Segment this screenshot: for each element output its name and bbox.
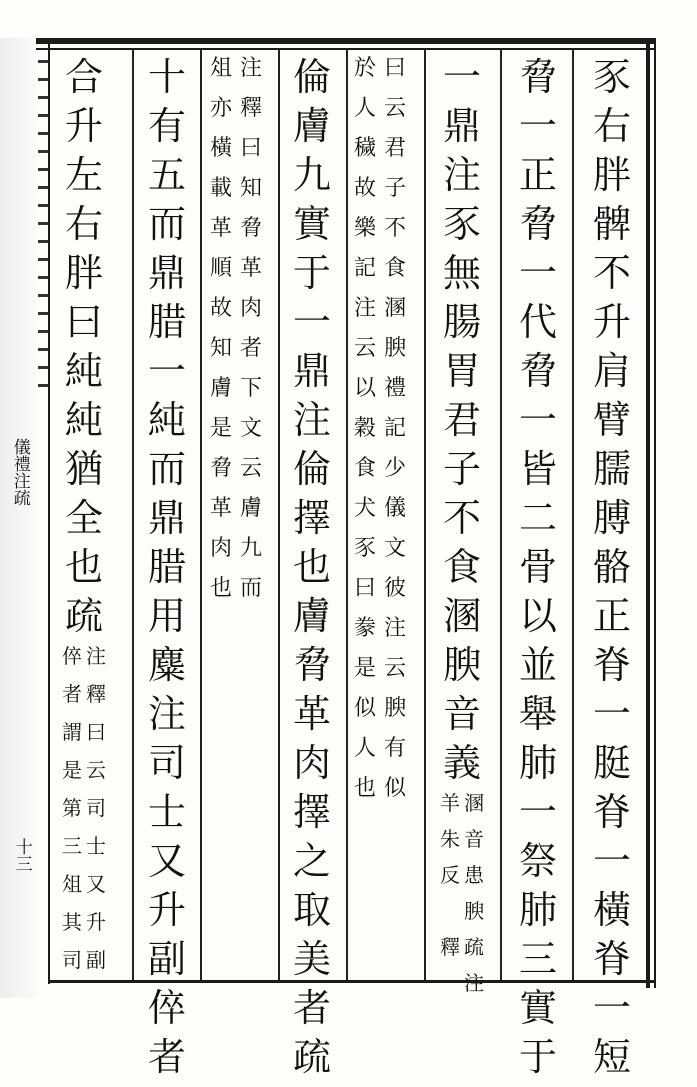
glyph: 一 [518,251,557,295]
glyph: 鼎 [147,251,186,295]
glyph: 溷 [464,791,484,815]
glyph: 九 [239,536,262,561]
glyph: 者 [62,682,82,706]
glyph: 擇 [292,496,331,540]
glyph: 者 [239,336,262,361]
glyph: 肩 [592,349,631,393]
glyph: 脅 [209,456,232,481]
glyph: 三 [62,834,82,858]
glyph: 食 [442,545,481,589]
glyph: 胖 [64,251,103,295]
glyph: 正 [592,594,631,638]
glyph: 以 [353,376,376,401]
frame-bottom-border [48,980,656,983]
glyph: 副 [86,948,106,972]
annotation-line [439,793,461,937]
glyph: 人 [353,736,376,761]
glyph: 彼 [383,576,406,601]
glyph: 者 [292,986,331,1030]
glyph: 故 [209,296,232,321]
glyph: 是 [62,758,82,782]
glyph: 升 [592,300,631,344]
glyph: 疏 [464,935,484,959]
glyph: 記 [353,256,376,281]
glyph: 髀 [592,202,631,246]
glyph: 者 [147,1035,186,1079]
glyph: 云 [353,336,376,361]
glyph: 脅 [292,643,331,687]
column-rule [132,50,134,980]
glyph: 橫 [209,136,232,161]
glyph: 豢 [353,616,376,641]
glyph: 注 [147,692,186,736]
glyph: 豕 [592,55,631,99]
glyph: 短 [592,1035,631,1079]
glyph: 腊 [147,545,186,589]
glyph: 釋 [86,682,106,706]
glyph: 注 [383,616,406,641]
inline-annotation [439,937,485,1009]
glyph: 司 [147,741,186,785]
glyph: 也 [209,576,232,601]
glyph: 鼎 [292,349,331,393]
glyph: 肉 [239,296,262,321]
margin-page-number-text: 十三 [11,838,32,872]
glyph: 腴 [383,696,406,721]
glyph: 曰 [239,136,262,161]
glyph: 用 [147,594,186,638]
glyph: 膚 [292,104,331,148]
glyph: 不 [383,216,406,241]
glyph: 腴 [464,899,484,923]
glyph: 腊 [147,300,186,344]
glyph: 儀 [383,496,406,521]
glyph: 倅 [147,986,186,1030]
glyph: 五 [147,153,186,197]
glyph: 士 [147,790,186,834]
glyph: 骼 [592,545,631,589]
glyph: 云 [239,456,262,481]
glyph: 司 [86,796,106,820]
glyph: 士 [86,834,106,858]
annotation-line [60,646,84,988]
glyph: 膊 [592,496,631,540]
glyph: 肉 [292,741,331,785]
glyph: 膚 [292,594,331,638]
glyph: 腴 [383,336,406,361]
glyph: 謂 [62,720,82,744]
glyph: 骨 [518,545,557,589]
glyph: 鼎 [442,104,481,148]
glyph: 人 [353,96,376,121]
glyph: 禮 [383,376,406,401]
glyph: 于 [292,251,331,295]
glyph: 注 [442,153,481,197]
glyph: 純 [64,349,103,393]
glyph: 曰 [383,56,406,81]
glyph: 穢 [353,136,376,161]
annotation-line [463,937,485,1009]
glyph: 臑 [592,447,631,491]
glyph: 食 [353,456,376,481]
glyph: 也 [292,545,331,589]
glyph: 一 [518,790,557,834]
glyph: 實 [292,202,331,246]
glyph: 胃 [442,349,481,393]
glyph: 故 [353,176,376,201]
glyph: 順 [209,256,232,281]
glyph: 音 [464,827,484,851]
annotation-line [439,937,461,1009]
glyph: 倫 [292,55,331,99]
glyph: 倅 [62,644,82,668]
text-column-8 [62,55,106,988]
glyph: 十 [147,55,186,99]
glyph: 載 [209,176,232,201]
glyph: 云 [86,758,106,782]
glyph: 九 [292,153,331,197]
glyph: 曰 [353,576,376,601]
frame-right-border-outer [654,38,656,988]
glyph: 不 [442,496,481,540]
glyph: 一 [592,839,631,883]
book-margin [0,38,36,998]
glyph: 脊 [592,790,631,834]
glyph: 患 [464,863,484,887]
column-rule [424,50,426,980]
margin-page-number [8,838,34,872]
glyph: 橫 [592,888,631,932]
glyph: 膚 [209,376,232,401]
glyph: 脊 [592,643,631,687]
glyph: 溷 [442,594,481,638]
glyph: 也 [353,776,376,801]
glyph: 亦 [209,96,232,121]
glyph: 于 [518,1035,557,1079]
glyph: 而 [147,447,186,491]
glyph: 其 [62,910,82,934]
glyph: 一 [518,398,557,442]
glyph: 下 [239,376,262,401]
glyph: 溷 [383,296,406,321]
glyph: 是 [353,656,376,681]
glyph: 不 [592,251,631,295]
glyph: 一 [592,986,631,1030]
glyph: 似 [353,696,376,721]
inline-annotation [439,793,485,937]
glyph: 脡 [592,741,631,785]
glyph: 音 [442,692,481,736]
glyph: 臂 [592,398,631,442]
glyph: 注 [464,971,484,995]
glyph: 知 [239,176,262,201]
glyph: 脅 [518,349,557,393]
column-rule [200,50,202,980]
glyph: 子 [383,176,406,201]
glyph: 實 [518,986,557,1030]
glyph: 云 [383,96,406,121]
column-rule [278,50,280,980]
glyph: 肺 [518,888,557,932]
glyph: 一 [292,300,331,344]
glyph: 是 [209,416,232,441]
glyph: 革 [292,692,331,736]
glyph: 胖 [592,153,631,197]
glyph: 云 [383,656,406,681]
glyph: 革 [209,216,232,241]
glyph: 文 [383,536,406,561]
glyph: 腸 [442,300,481,344]
text-column-3 [440,55,484,1009]
commentary-line-left [350,58,380,818]
glyph: 腴 [442,643,481,687]
glyph: 右 [592,104,631,148]
glyph: 猶 [64,447,103,491]
glyph: 三 [518,937,557,981]
glyph: 樂 [353,216,376,241]
glyph: 釋 [440,935,460,959]
text-column-1 [590,55,634,1087]
commentary-column-6 [206,58,266,618]
glyph: 疏 [64,594,103,638]
glyph: 升 [86,910,106,934]
glyph: 反 [440,863,460,887]
glyph: 文 [239,416,262,441]
annotation-line [463,793,485,937]
glyph: 俎 [209,56,232,81]
glyph: 取 [292,888,331,932]
glyph: 知 [209,336,232,361]
frame-right-border [646,38,650,988]
glyph: 一 [442,55,481,99]
glyph: 純 [147,398,186,442]
inline-annotation [60,646,108,988]
glyph: 羊 [440,791,460,815]
glyph: 肉 [209,536,232,561]
glyph: 有 [383,736,406,761]
glyph: 合 [64,55,103,99]
commentary-line-left [206,58,236,618]
text-column-2 [516,55,560,1087]
commentary-line-right [236,58,266,618]
glyph: 釋 [239,96,262,121]
glyph: 脅 [518,202,557,246]
glyph: 子 [442,447,481,491]
glyph: 皆 [518,447,557,491]
glyph: 膚 [239,496,262,521]
glyph: 而 [239,576,262,601]
frame-left-border [48,44,50,984]
fold-shadow [38,60,48,400]
glyph: 注 [86,644,106,668]
annotation-line [84,646,108,988]
glyph: 祭 [518,839,557,883]
glyph: 而 [147,202,186,246]
glyph: 俎 [62,872,82,896]
glyph: 穀 [353,416,376,441]
glyph: 似 [383,776,406,801]
glyph: 鼎 [147,496,186,540]
glyph: 右 [64,202,103,246]
glyph: 第 [62,796,82,820]
glyph: 麋 [147,643,186,687]
commentary-line-right [380,58,410,818]
glyph: 曰 [86,720,106,744]
commentary-column-4 [350,58,410,818]
glyph: 脅 [239,216,262,241]
glyph: 全 [64,496,103,540]
glyph: 倫 [292,447,331,491]
glyph: 又 [147,839,186,883]
glyph: 司 [62,948,82,972]
glyph: 犬 [353,496,376,521]
glyph: 疏 [292,1035,331,1079]
glyph: 升 [64,104,103,148]
glyph: 以 [518,594,557,638]
glyph: 一 [518,104,557,148]
glyph: 升 [147,888,186,932]
column-rule [572,50,574,980]
glyph: 革 [209,496,232,521]
glyph: 代 [518,300,557,344]
margin-title-text: 儀禮注疏 [9,438,30,506]
glyph: 一 [592,692,631,736]
glyph: 脊 [592,937,631,981]
glyph: 曰 [64,300,103,344]
glyph: 君 [383,136,406,161]
glyph: 純 [64,398,103,442]
glyph: 注 [292,398,331,442]
glyph: 又 [86,872,106,896]
glyph: 左 [64,153,103,197]
glyph: 無 [442,251,481,295]
glyph: 副 [147,937,186,981]
text-column-7 [145,55,189,1087]
text-column-5 [290,55,334,1087]
margin-title [6,438,32,506]
glyph: 君 [442,398,481,442]
glyph: 於 [353,56,376,81]
glyph: 之 [292,839,331,883]
glyph: 食 [383,256,406,281]
glyph: 美 [292,937,331,981]
glyph: 少 [383,456,406,481]
frame-top-border [36,38,656,44]
glyph: 朱 [440,827,460,851]
glyph: 二 [518,496,557,540]
glyph: 有 [147,104,186,148]
glyph: 豕 [353,536,376,561]
column-rule [346,50,348,980]
glyph: 義 [442,741,481,785]
glyph: 革 [239,256,262,281]
glyph: 豕 [442,202,481,246]
glyph: 一 [147,349,186,393]
glyph: 也 [64,545,103,589]
glyph: 正 [518,153,557,197]
glyph: 舉 [518,692,557,736]
glyph: 注 [239,56,262,81]
glyph: 肺 [518,741,557,785]
glyph: 脅 [518,55,557,99]
glyph: 記 [383,416,406,441]
glyph: 注 [353,296,376,321]
glyph: 並 [518,643,557,687]
glyph: 擇 [292,790,331,834]
column-rule [500,50,502,980]
